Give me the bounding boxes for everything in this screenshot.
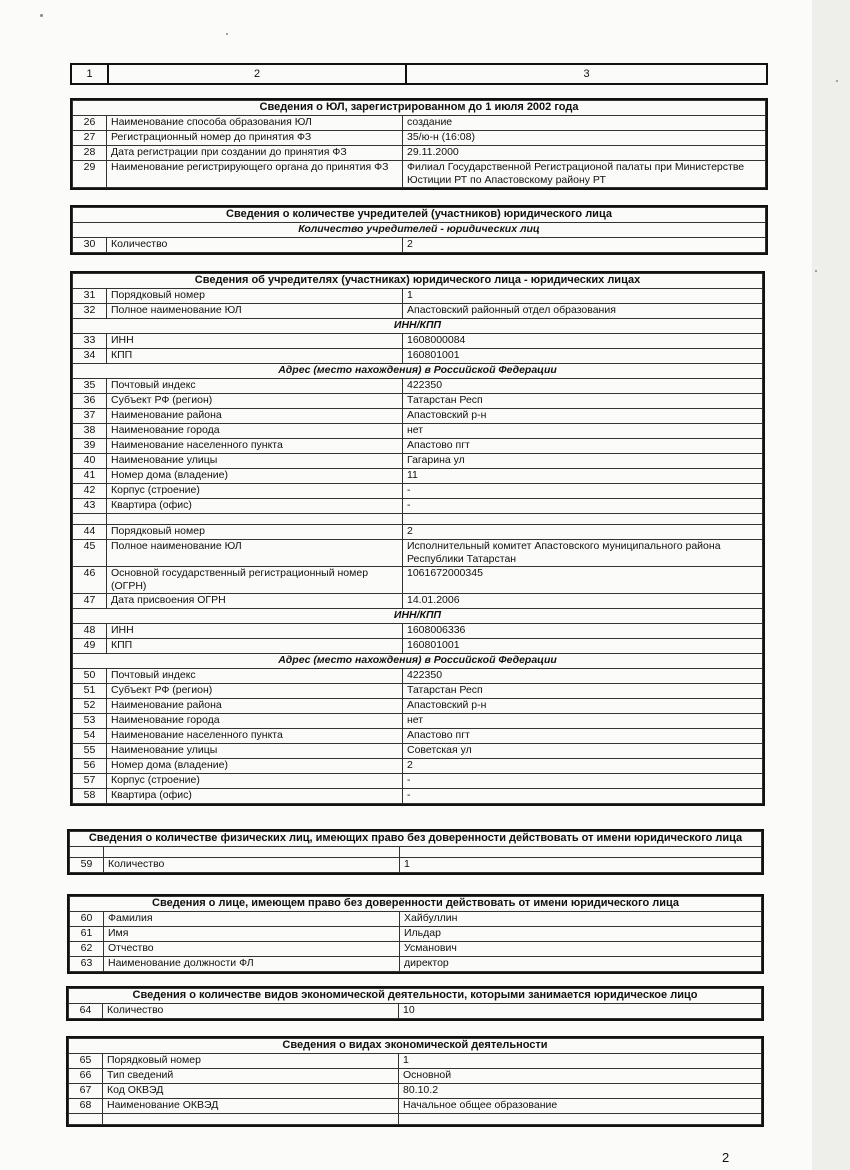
table-row bbox=[70, 942, 762, 957]
blank-row bbox=[70, 847, 762, 858]
subsection-inn-kpp bbox=[73, 319, 763, 334]
field-label: Фамилия bbox=[104, 912, 400, 927]
row-number: 43 bbox=[73, 499, 107, 514]
row-number: 59 bbox=[70, 858, 104, 873]
subsection-inn-kpp-text: ИНН/КПП bbox=[73, 609, 763, 624]
field-value: Апастовский р-н bbox=[403, 409, 763, 424]
field-label: Субъект РФ (регион) bbox=[107, 684, 403, 699]
field-value: 14.01.2006 bbox=[403, 594, 763, 609]
field-label: Имя bbox=[104, 927, 400, 942]
column-number-1: 1 bbox=[72, 65, 109, 83]
field-value: 80.10.2 bbox=[399, 1084, 762, 1099]
table-row bbox=[73, 469, 763, 484]
row-number: 61 bbox=[70, 927, 104, 942]
subsection-address bbox=[73, 654, 763, 669]
row-number: 52 bbox=[73, 699, 107, 714]
table-row bbox=[73, 409, 763, 424]
field-label: Наименование города bbox=[107, 714, 403, 729]
section-title bbox=[69, 989, 762, 1004]
table-row bbox=[73, 594, 763, 609]
table-row bbox=[73, 238, 766, 253]
section-title bbox=[70, 897, 762, 912]
column-number-2: 2 bbox=[109, 65, 407, 83]
row-number: 66 bbox=[69, 1069, 103, 1084]
column-number-3: 3 bbox=[583, 68, 590, 80]
section-founders-legal-entities bbox=[70, 271, 765, 806]
field-value: Апастово пгт bbox=[403, 729, 763, 744]
field-value: директор bbox=[400, 957, 762, 972]
field-label: Количество bbox=[107, 238, 403, 253]
section-economic-activities bbox=[66, 1036, 764, 1127]
table-row bbox=[69, 1004, 762, 1019]
field-label: Квартира (офис) bbox=[107, 499, 403, 514]
field-label: Наименование населенного пункта bbox=[107, 439, 403, 454]
field-value: Гагарина ул bbox=[403, 454, 763, 469]
table-row bbox=[70, 927, 762, 942]
field-label: Основной государственный регистрационный номер (ОГРН) bbox=[107, 567, 403, 594]
row-number: 54 bbox=[73, 729, 107, 744]
subsection-inn-kpp bbox=[73, 609, 763, 624]
field-value: 2 bbox=[403, 238, 766, 253]
field-label: ИНН bbox=[107, 624, 403, 639]
row-number: 48 bbox=[73, 624, 107, 639]
field-value: 422350 bbox=[403, 379, 763, 394]
field-label: Наименование улицы bbox=[107, 744, 403, 759]
section-title-text: Сведения о ЮЛ, зарегистрированном до 1 июля 2002 года bbox=[73, 101, 766, 116]
field-value: Апастовский р-н bbox=[403, 699, 763, 714]
row-number: 68 bbox=[69, 1099, 103, 1114]
row-number: 35 bbox=[73, 379, 107, 394]
section-title-text: Сведения об учредителях (участниках) юридического лица - юридических лицах bbox=[73, 274, 763, 289]
table-row bbox=[73, 349, 763, 364]
section-title bbox=[73, 101, 766, 116]
row-number: 38 bbox=[73, 424, 107, 439]
section-pre2002-registration bbox=[70, 98, 768, 190]
section-subtitle-text: Количество учредителей - юридических лиц bbox=[73, 223, 766, 238]
field-label: КПП bbox=[107, 639, 403, 654]
field-value: 11 bbox=[403, 469, 763, 484]
field-value: 422350 bbox=[403, 669, 763, 684]
page-number: 2 bbox=[722, 1150, 730, 1165]
row-number: 39 bbox=[73, 439, 107, 454]
row-number: 40 bbox=[73, 454, 107, 469]
field-value: 1 bbox=[399, 1054, 762, 1069]
row-number: 49 bbox=[73, 639, 107, 654]
field-label: Наименование района bbox=[107, 409, 403, 424]
row-number: 37 bbox=[73, 409, 107, 424]
field-label: Наименование района bbox=[107, 699, 403, 714]
table-row bbox=[73, 379, 763, 394]
section-title-text: Сведения о количестве учредителей (участников) юридического лица bbox=[73, 208, 766, 223]
row-number: 53 bbox=[73, 714, 107, 729]
row-number: 30 bbox=[73, 238, 107, 253]
table-row bbox=[73, 484, 763, 499]
field-label: Квартира (офис) bbox=[107, 789, 403, 804]
row-number: 51 bbox=[73, 684, 107, 699]
field-label: Полное наименование ЮЛ bbox=[107, 304, 403, 319]
field-value: нет bbox=[403, 424, 763, 439]
row-number: 45 bbox=[73, 540, 107, 567]
section-title-text: Сведения о количестве видов экономической деятельности, которыми занимается юридическое лицо bbox=[69, 989, 762, 1004]
field-value: - bbox=[403, 774, 763, 789]
row-number: 36 bbox=[73, 394, 107, 409]
field-value: 1 bbox=[403, 289, 763, 304]
row-number: 29 bbox=[73, 161, 107, 188]
field-label: Почтовый индекс bbox=[107, 669, 403, 684]
field-label: ИНН bbox=[107, 334, 403, 349]
row-number: 27 bbox=[73, 131, 107, 146]
table-row bbox=[69, 1069, 762, 1084]
field-value: создание bbox=[403, 116, 766, 131]
section-subtitle bbox=[73, 223, 766, 238]
field-value: 1608006336 bbox=[403, 624, 763, 639]
table-row bbox=[73, 540, 763, 567]
field-value: нет bbox=[403, 714, 763, 729]
field-value: Основной bbox=[399, 1069, 762, 1084]
field-value: 160801001 bbox=[403, 639, 763, 654]
field-label: Порядковый номер bbox=[103, 1054, 399, 1069]
field-label: Тип сведений bbox=[103, 1069, 399, 1084]
section-title bbox=[70, 832, 762, 847]
scan-speck bbox=[226, 33, 228, 35]
table-row bbox=[73, 499, 763, 514]
field-value: Исполнительный комитет Апастовского муниципального района Республики Татарстан bbox=[403, 540, 763, 567]
field-label: Наименование регистрирующего органа до принятия ФЗ bbox=[107, 161, 403, 188]
table-row bbox=[73, 304, 763, 319]
table-row bbox=[73, 759, 763, 774]
row-number: 67 bbox=[69, 1084, 103, 1099]
table-row bbox=[73, 289, 763, 304]
field-label: Порядковый номер bbox=[107, 289, 403, 304]
field-value: 29.11.2000 bbox=[403, 146, 766, 161]
row-number: 44 bbox=[73, 525, 107, 540]
row-number: 42 bbox=[73, 484, 107, 499]
row-number: 26 bbox=[73, 116, 107, 131]
field-label: Регистрационный номер до принятия ФЗ bbox=[107, 131, 403, 146]
field-label: Дата присвоения ОГРН bbox=[107, 594, 403, 609]
field-value: Начальное общее образование bbox=[399, 1099, 762, 1114]
field-label: Наименование способа образования ЮЛ bbox=[107, 116, 403, 131]
row-number: 60 bbox=[70, 912, 104, 927]
field-value: - bbox=[403, 789, 763, 804]
row-number: 50 bbox=[73, 669, 107, 684]
field-label: Отчество bbox=[104, 942, 400, 957]
row-number: 65 bbox=[69, 1054, 103, 1069]
section-title bbox=[73, 208, 766, 223]
row-number: 55 bbox=[73, 744, 107, 759]
field-value: Татарстан Респ bbox=[403, 394, 763, 409]
subsection-address-text: Адрес (место нахождения) в Российской Федерации bbox=[73, 364, 763, 379]
field-label: Наименование населенного пункта bbox=[107, 729, 403, 744]
table-row bbox=[69, 1054, 762, 1069]
field-label: Почтовый индекс bbox=[107, 379, 403, 394]
table-row bbox=[73, 454, 763, 469]
row-number: 63 bbox=[70, 957, 104, 972]
row-number: 57 bbox=[73, 774, 107, 789]
section-founders-count bbox=[70, 205, 768, 255]
section-title bbox=[73, 274, 763, 289]
section-title-text: Сведения о количестве физических лиц, имеющих право без доверенности действовать от имени юридического лица bbox=[70, 832, 762, 847]
field-value: Ильдар bbox=[400, 927, 762, 942]
section-activity-types-count bbox=[66, 986, 764, 1021]
field-value: Хайбуллин bbox=[400, 912, 762, 927]
table-row bbox=[70, 957, 762, 972]
field-label: КПП bbox=[107, 349, 403, 364]
field-value: - bbox=[403, 499, 763, 514]
section-title-text: Сведения о видах экономической деятельности bbox=[69, 1039, 762, 1054]
field-label: Полное наименование ЮЛ bbox=[107, 540, 403, 567]
field-value: 10 bbox=[399, 1004, 762, 1019]
field-value: 1061672000345 bbox=[403, 567, 763, 594]
field-value: - bbox=[403, 484, 763, 499]
table-row bbox=[73, 439, 763, 454]
field-label: Субъект РФ (регион) bbox=[107, 394, 403, 409]
field-value: 35/ю-н (16:08) bbox=[403, 131, 766, 146]
subsection-inn-kpp-text: ИНН/КПП bbox=[73, 319, 763, 334]
table-row bbox=[73, 729, 763, 744]
section-authorized-person bbox=[67, 894, 764, 974]
blank-row bbox=[69, 1114, 762, 1125]
field-value: Филиал Государственной Регистрационой палаты при Министерстве Юстиции РТ по Апастовскому району РТ bbox=[403, 161, 766, 188]
table-row bbox=[73, 624, 763, 639]
field-label: Номер дома (владение) bbox=[107, 469, 403, 484]
table-row bbox=[73, 669, 763, 684]
table-row bbox=[73, 714, 763, 729]
table-row bbox=[73, 699, 763, 714]
field-label: Наименование ОКВЭД bbox=[103, 1099, 399, 1114]
field-label: Дата регистрации при создании до принятия ФЗ bbox=[107, 146, 403, 161]
field-label: Код ОКВЭД bbox=[103, 1084, 399, 1099]
table-row bbox=[73, 116, 766, 131]
row-number: 33 bbox=[73, 334, 107, 349]
table-row bbox=[73, 525, 763, 540]
field-label: Количество bbox=[104, 858, 400, 873]
scan-speck bbox=[836, 80, 838, 82]
field-value: Апастово пгт bbox=[403, 439, 763, 454]
scan-speck bbox=[815, 270, 817, 272]
table-row bbox=[69, 1099, 762, 1114]
field-label: Наименование улицы bbox=[107, 454, 403, 469]
field-value: 2 bbox=[403, 759, 763, 774]
table-row bbox=[70, 858, 762, 873]
row-number: 47 bbox=[73, 594, 107, 609]
section-title-text: Сведения о лице, имеющем право без доверенности действовать от имени юридического лица bbox=[70, 897, 762, 912]
section-title bbox=[69, 1039, 762, 1054]
table-row bbox=[70, 912, 762, 927]
table-row bbox=[73, 774, 763, 789]
row-number: 34 bbox=[73, 349, 107, 364]
field-label: Корпус (строение) bbox=[107, 484, 403, 499]
table-row bbox=[73, 567, 763, 594]
field-label: Количество bbox=[103, 1004, 399, 1019]
table-row bbox=[73, 146, 766, 161]
table-row bbox=[73, 639, 763, 654]
field-value: Усманович bbox=[400, 942, 762, 957]
row-number: 56 bbox=[73, 759, 107, 774]
table-row bbox=[73, 334, 763, 349]
field-value: 160801001 bbox=[403, 349, 763, 364]
field-label: Номер дома (владение) bbox=[107, 759, 403, 774]
field-value: 1 bbox=[400, 858, 762, 873]
field-value: Апастовский районный отдел образования bbox=[403, 304, 763, 319]
table-row bbox=[73, 789, 763, 804]
table-row bbox=[73, 131, 766, 146]
row-number: 41 bbox=[73, 469, 107, 484]
field-value: Советская ул bbox=[403, 744, 763, 759]
row-number: 58 bbox=[73, 789, 107, 804]
field-value: 1608000084 bbox=[403, 334, 763, 349]
field-value: 2 bbox=[403, 525, 763, 540]
row-number: 62 bbox=[70, 942, 104, 957]
section-authorized-persons-count bbox=[67, 829, 764, 875]
field-value: Татарстан Респ bbox=[403, 684, 763, 699]
row-number: 46 bbox=[73, 567, 107, 594]
row-number: 31 bbox=[73, 289, 107, 304]
table-row bbox=[73, 684, 763, 699]
row-number: 28 bbox=[73, 146, 107, 161]
table-row bbox=[73, 424, 763, 439]
field-label: Порядковый номер bbox=[107, 525, 403, 540]
subsection-address-text: Адрес (место нахождения) в Российской Федерации bbox=[73, 654, 763, 669]
column-number-header bbox=[70, 63, 768, 85]
field-label: Наименование должности ФЛ bbox=[104, 957, 400, 972]
row-number: 32 bbox=[73, 304, 107, 319]
row-number: 64 bbox=[69, 1004, 103, 1019]
table-row bbox=[73, 744, 763, 759]
field-label: Наименование города bbox=[107, 424, 403, 439]
table-row bbox=[69, 1084, 762, 1099]
blank-row bbox=[73, 514, 763, 525]
table-row bbox=[73, 394, 763, 409]
table-row bbox=[73, 161, 766, 188]
subsection-address bbox=[73, 364, 763, 379]
field-label: Корпус (строение) bbox=[107, 774, 403, 789]
scan-speck bbox=[40, 14, 43, 17]
scan-edge bbox=[812, 0, 850, 1170]
